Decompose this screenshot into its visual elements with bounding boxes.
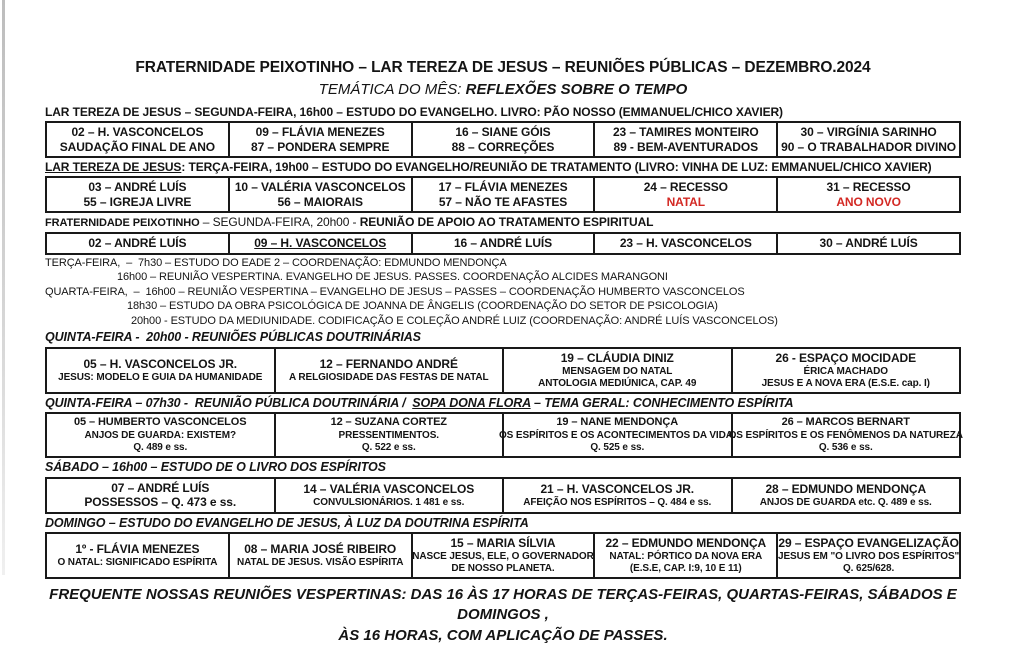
table-cell: [230, 234, 413, 253]
cell-line: 29 – ESPAÇO EVANGELIZAÇÃO: [778, 536, 959, 551]
cell-line: POSSESSOS – Q. 473 e ss.: [84, 495, 237, 510]
info-line: QUARTA-FEIRA, – 16h00 – REUNIÃO VESPERTINA – EVANGELHO DE JESUS – PASSES – COORDENAÇÃO HUMBERTO VASCONCELOS: [45, 285, 745, 298]
cell-line: 30 – VIRGÍNIA SARINHO: [800, 124, 937, 139]
tuesday-19h-table: [45, 176, 961, 213]
cell-line: 19 – CLÁUDIA DINIZ: [560, 350, 674, 365]
table-cell: [47, 534, 230, 577]
cell-line: Q. 536 e ss.: [818, 441, 873, 453]
cell-line: 03 – ANDRÉ LUÍS: [88, 180, 187, 195]
cell-line: 19 – NANE MENDONÇA: [556, 416, 679, 429]
section-heading: [45, 160, 961, 175]
heading-text: SOPA DONA FLORA: [412, 395, 531, 410]
cell-line: 02 – H. VASCONCELOS: [71, 124, 204, 139]
section-heading: [45, 516, 961, 532]
page-subtitle: [45, 80, 961, 100]
cell-line: 02 – ANDRÉ LUÍS: [88, 236, 187, 251]
footer-line-1: FREQUENTE NOSSAS REUNIÕES VESPERTINAS: DAS 16 ÀS 17 HORAS DE TERÇAS-FEIRAS, QUARTAS-FEIRAS, SÁBADOS E DOMINGOS ,: [49, 586, 957, 624]
cell-line: 10 – VALÉRIA VASCONCELOS: [234, 180, 406, 195]
cell-line: 05 – HUMBERTO VASCONCELOS: [73, 416, 247, 429]
section-heading: [45, 105, 961, 120]
heading-text: FRATERNIDADE PEIXOTINHO: [45, 217, 200, 230]
table-cell: [733, 349, 960, 392]
cell-line: NATAL: PÓRTICO DA NOVA ERA: [609, 551, 763, 563]
table-cell: [47, 178, 230, 211]
cell-line: 09 – H. VASCONCELOS: [254, 236, 387, 251]
cell-line: 24 – RECESSO: [643, 180, 728, 195]
cell-line: 23 – TAMIRES MONTEIRO: [612, 124, 759, 139]
table-cell: [504, 349, 733, 392]
cell-line: 22 – EDMUNDO MENDONÇA: [605, 536, 767, 551]
cell-line: Q. 522 e ss.: [361, 441, 416, 453]
table-cell: [595, 234, 778, 253]
cell-line: JESUS EM "O LIVRO DOS ESPÍRITOS": [778, 551, 960, 563]
table-cell: [47, 123, 230, 156]
table-cell: [413, 534, 596, 577]
info-line: 16h00 – REUNIÃO VESPERTINA. EVANGELHO DE JESUS. PASSES. COORDENAÇÃO ALCIDES MARANGONI: [117, 271, 668, 284]
subtitle-theme: REFLEXÕES SOBRE O TEMPO: [465, 81, 688, 99]
cell-line: 05 – H. VASCONCELOS JR.: [83, 356, 238, 371]
table-cell: [778, 178, 959, 211]
cell-line: PRESSENTIMENTOS.: [338, 429, 439, 441]
table-cell: [413, 123, 596, 156]
heading-text: DOMINGO – ESTUDO DO EVANGELHO DE JESUS, À LUZ DA DOUTRINA ESPÍRITA: [45, 515, 529, 530]
heading-text: LAR TEREZA DE JESUS: [45, 160, 182, 175]
cell-line: 23 – H. VASCONCELOS: [619, 236, 752, 251]
cell-line: NATAL: [666, 194, 705, 209]
heading-text: SÁBADO – 16h00 – ESTUDO DE O LIVRO DOS ESPÍRITOS: [45, 459, 386, 474]
table-cell: [47, 349, 276, 392]
page-title: FRATERNIDADE PEIXOTINHO – LAR TEREZA DE JESUS – REUNIÕES PÚBLICAS – DEZEMBRO.2024: [135, 59, 871, 76]
cell-line: OS ESPÍRITOS E OS ACONTECIMENTOS DA VIDA.: [499, 429, 736, 441]
table-cell: [504, 479, 733, 512]
cell-line: 30 – ANDRÉ LUÍS: [819, 236, 918, 251]
info-line: 20h00 - ESTUDO DA MEDIUNIDADE. CODIFICAÇÃO E COLEÇÃO ANDRÉ LUIZ (COORDENAÇÃO: ANDRÉ LUÍS VASCONCELOS): [131, 314, 778, 327]
cell-line: O NATAL: SIGNIFICADO ESPÍRITA: [57, 557, 218, 569]
cell-line: 31 – RECESSO: [826, 180, 911, 195]
cell-line: JESUS E A NOVA ERA (E.S.E. cap. I): [761, 377, 930, 389]
cell-line: ÉRICA MACHADO: [803, 365, 888, 377]
cell-line: DE NOSSO PLANETA.: [451, 563, 555, 575]
heading-text: REUNIÃO DE APOIO AO TRATAMENTO ESPIRITUAL: [359, 215, 654, 230]
subtitle-prefix: TEMÁTICA DO MÊS:: [318, 81, 466, 99]
cell-line: JESUS: MODELO E GUIA DA HUMANIDADE: [58, 371, 263, 383]
cell-line: 1º - FLÁVIA MENEZES: [75, 542, 200, 557]
cell-line: 89 - BEM-AVENTURADOS: [613, 139, 759, 154]
table-cell: [778, 123, 959, 156]
cell-line: SAUDAÇÃO FINAL DE ANO: [59, 139, 216, 154]
table-cell: [595, 178, 778, 211]
info-line: 18h30 – ESTUDO DA OBRA PSICOLÓGICA DE JOANNA DE ÂNGELIS (COORDENAÇÃO DO SETOR DE PSICOLOGIA): [127, 300, 718, 313]
table-cell: [778, 234, 959, 253]
table-cell: [499, 414, 736, 456]
monday-20h-table: [45, 232, 961, 255]
heading-text: – TEMA GERAL: CONHECIMENTO ESPÍRITA: [530, 395, 794, 410]
cell-line: 55 – IGREJA LIVRE: [83, 194, 192, 209]
info-line: TERÇA-FEIRA, – 7h30 – ESTUDO DO EADE 2 – COORDENAÇÃO: EDMUNDO MENDONÇA: [45, 256, 507, 269]
sections-container: [45, 105, 961, 579]
cell-line: 90 – O TRABALHADOR DIVINO: [781, 139, 957, 154]
table-cell: [728, 414, 963, 456]
schedule-document: [45, 58, 961, 646]
monday-16h-table: [45, 121, 961, 158]
cell-line: 21 – H. VASCONCELOS JR.: [540, 481, 695, 496]
section-heading: [45, 330, 961, 346]
cell-line: 08 – MARIA JOSÉ RIBEIRO: [244, 542, 397, 557]
sunday-table: [45, 532, 961, 579]
cell-line: 12 – FERNANDO ANDRÉ: [319, 356, 458, 371]
cell-line: A RELGIOSIDADE DAS FESTAS DE NATAL: [288, 371, 489, 383]
table-cell: [276, 414, 505, 456]
cell-line: 17 – FLÁVIA MENEZES: [438, 180, 568, 195]
cell-line: CONVULSIONÁRIOS. 1 481 e ss.: [313, 496, 465, 508]
table-cell: [595, 534, 778, 577]
table-cell: [413, 178, 596, 211]
section-heading: [45, 215, 961, 231]
table-cell: [413, 234, 596, 253]
footer-line-2: ÀS 16 HORAS, COM APLICAÇÃO DE PASSES.: [338, 626, 668, 644]
section-heading: [45, 460, 961, 476]
cell-line: 28 – EDMUNDO MENDONÇA: [765, 481, 927, 496]
cell-line: ANJOS DE GUARDA: EXISTEM?: [84, 429, 236, 441]
table-cell: [230, 178, 413, 211]
table-cell: [47, 234, 230, 253]
cell-line: Q. 625/628.: [843, 563, 895, 575]
cell-line: 07 – ANDRÉ LUÍS: [111, 480, 210, 495]
table-cell: [778, 534, 959, 577]
cell-line: 16 – SIANE GÓIS: [455, 124, 551, 139]
cell-line: Q. 489 e ss.: [133, 441, 188, 453]
cell-line: 26 – MARCOS BERNART: [781, 416, 910, 429]
cell-line: 16 – ANDRÉ LUÍS: [453, 236, 553, 251]
table-cell: [276, 479, 505, 512]
table-cell: [595, 123, 778, 156]
cell-line: NASCE JESUS, ELE, O GOVERNADOR: [412, 551, 594, 563]
cell-line: 09 – FLÁVIA MENEZES: [255, 124, 385, 139]
cell-line: Q. 525 e ss.: [590, 441, 645, 453]
footer-note: [45, 585, 961, 646]
heading-text: – SEGUNDA-FEIRA, 20h00 -: [199, 215, 360, 230]
cell-line: 15 – MARIA SÍLVIA: [450, 536, 556, 551]
cell-line: (E.S.E, CAP. I:9, 10 E 11): [629, 563, 742, 575]
thursday-20h-table: [45, 347, 961, 394]
table-cell: [276, 349, 505, 392]
cell-line: ANTOLOGIA MEDIÚNICA, CAP. 49: [538, 377, 697, 389]
cell-line: 14 – VALÉRIA VASCONCELOS: [303, 481, 475, 496]
cell-line: 12 – SUZANA CORTEZ: [330, 416, 447, 429]
cell-line: OS ESPÍRITOS E OS FENÔMENOS DA NATUREZA: [728, 429, 963, 441]
cell-line: MENSAGEM DO NATAL: [562, 365, 673, 377]
cell-line: NATAL DE JESUS. VISÃO ESPÍRITA: [237, 557, 404, 569]
heading-text: LAR TEREZA DE JESUS – SEGUNDA-FEIRA, 16h00 – ESTUDO DO EVANGELHO. LIVRO: PÃO NOSSO (EMMANUEL/CHICO XAVIER): [45, 104, 783, 119]
scan-edge-artifact: [2, 0, 5, 575]
table-cell: [230, 534, 413, 577]
saturday-16h-table: [45, 477, 961, 514]
section-heading: [45, 396, 961, 412]
cell-line: AFEIÇÃO NOS ESPÍRITOS – Q. 484 e ss.: [523, 496, 712, 508]
cell-line: 87 – PONDERA SEMPRE: [251, 139, 390, 154]
cell-line: ANJOS DE GUARDA etc. Q. 489 e ss.: [759, 496, 932, 508]
heading-text: QUINTA-FEIRA - 20h00 - REUNIÕES PÚBLICAS DOUTRINÁRIAS: [45, 330, 421, 345]
cell-line: 56 – MAIORAIS: [277, 194, 363, 209]
table-cell: [230, 123, 413, 156]
heading-text: : TERÇA-FEIRA, 19h00 – ESTUDO DO EVANGELHO/REUNIÃO DE TRATAMENTO (LIVRO: VINHA DE LUZ: EMMANUEL/CHICO XAVIER): [181, 160, 932, 175]
cell-line: 88 – CORREÇÕES: [451, 139, 555, 154]
cell-line: 26 - ESPAÇO MOCIDADE: [775, 350, 916, 365]
cell-line: 57 – NÃO TE AFASTES: [438, 194, 568, 209]
cell-line: ANO NOVO: [836, 194, 901, 209]
table-cell: [733, 479, 960, 512]
table-cell: [47, 414, 276, 456]
heading-text: QUINTA-FEIRA – 07h30 - REUNIÃO PÚBLICA DOUTRINÁRIA /: [45, 395, 413, 410]
thursday-07h30-table: [45, 412, 961, 458]
table-cell: [47, 479, 276, 512]
